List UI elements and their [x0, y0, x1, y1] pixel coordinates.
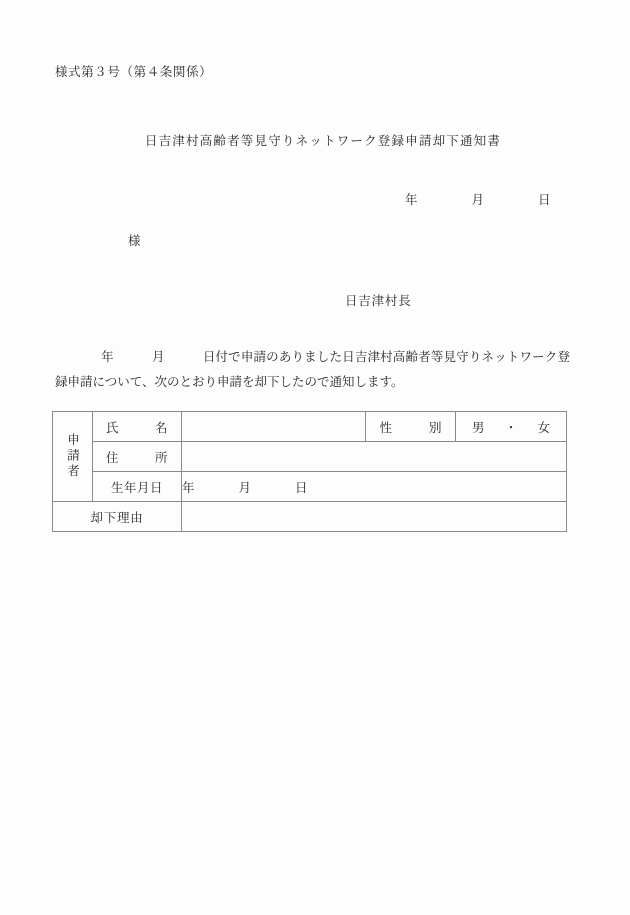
- form-number: 様式第３号（第４条関係）: [55, 64, 213, 79]
- row-label-sex-char1: 性: [379, 419, 393, 435]
- birthdate-month-label: 月: [238, 479, 252, 495]
- body-paragraph: [55, 344, 570, 394]
- sex-option-male[interactable]: 男: [472, 419, 485, 435]
- row-label-address: [93, 442, 182, 472]
- application-date-year-label: 年: [101, 349, 114, 364]
- applicant-form-table: [52, 411, 567, 532]
- sex-option-female[interactable]: 女: [537, 419, 550, 435]
- applicant-vertical-label-text: 申請者: [65, 433, 81, 480]
- issue-date-day-label: 日: [537, 192, 551, 207]
- issue-date-line: [405, 190, 550, 208]
- issue-date-month-label: 月: [471, 192, 484, 207]
- document-title: 日吉津村高齢者等見守りネットワーク登録申請却下通知書: [144, 133, 502, 148]
- birthdate-year-label: 年: [182, 479, 195, 495]
- birthdate-input-cell[interactable]: [182, 472, 567, 502]
- addressee-honorific: 様: [128, 233, 141, 248]
- rejection-reason-input-cell[interactable]: [182, 502, 567, 532]
- issue-date-year-label: 年: [405, 192, 418, 207]
- application-date-month-label: 月: [151, 349, 165, 364]
- row-label-name: [93, 412, 182, 442]
- body-line-1-text: 日付で申請のありました日吉津村高齢者等見守りネットワーク: [202, 349, 558, 364]
- body-line-2-text: 登録申請について、次のとおり申請を却下したので通知します。: [55, 349, 570, 389]
- address-input-cell[interactable]: [182, 442, 567, 472]
- issuer-name: 日吉津村長: [345, 293, 412, 308]
- table-row-birthdate: [53, 472, 567, 502]
- table-row-name: [53, 412, 567, 442]
- table-row-reason: [53, 502, 567, 532]
- row-label-sex: [366, 412, 456, 442]
- row-label-birthdate: 生年月日: [93, 472, 182, 502]
- row-label-name-char2: 名: [154, 419, 168, 435]
- sex-choice-cell[interactable]: [456, 412, 567, 442]
- row-label-address-char1: 住: [106, 449, 120, 465]
- row-label-rejection-reason: 却下理由: [53, 502, 182, 532]
- row-label-address-char2: 所: [154, 449, 168, 465]
- row-label-sex-char2: 別: [428, 419, 442, 435]
- sex-option-separator: ・: [504, 419, 518, 435]
- birthdate-day-label: 日: [295, 479, 308, 495]
- table-row-address: [53, 442, 567, 472]
- row-label-name-char1: 氏: [106, 419, 120, 435]
- applicant-vertical-label: [53, 412, 93, 502]
- name-input-cell[interactable]: [182, 412, 366, 442]
